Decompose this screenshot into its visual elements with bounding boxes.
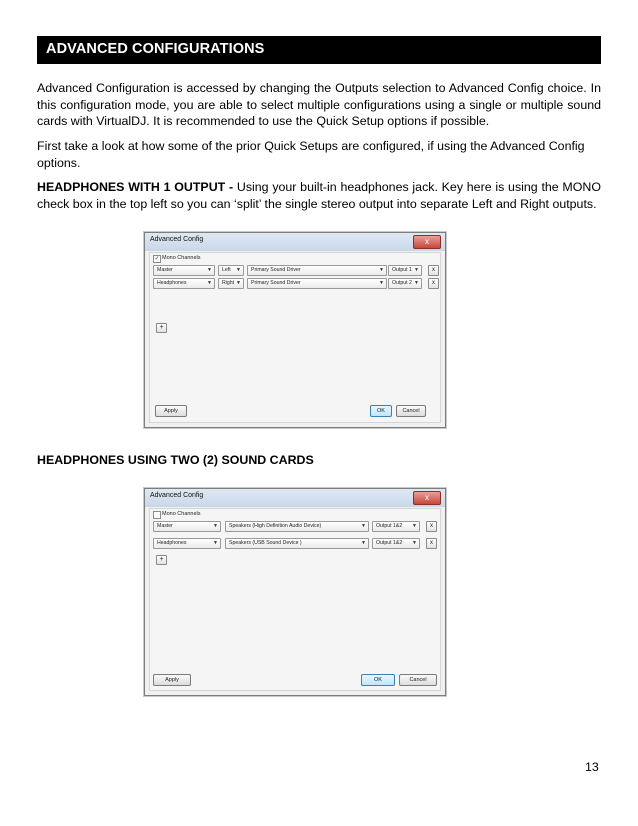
chevron-down-icon: ▼ — [207, 267, 212, 273]
side-select[interactable]: Left ▼ — [218, 265, 244, 276]
channel-select[interactable]: Headphones ▼ — [153, 278, 215, 289]
headphones-one-output-heading: HEADPHONES WITH 1 OUTPUT - — [37, 180, 234, 194]
add-row-button[interactable]: + — [156, 323, 167, 333]
close-icon[interactable]: x — [413, 235, 441, 249]
dialog-titlebar — [145, 233, 445, 251]
remove-row-button[interactable]: x — [428, 265, 439, 276]
chevron-down-icon: ▼ — [412, 540, 417, 546]
device-select[interactable]: Primary Sound Driver ▼ — [247, 278, 387, 289]
mono-channels-label: Mono Channels — [162, 511, 201, 517]
mono-channels-checkbox[interactable]: ✓ — [154, 256, 160, 262]
apply-button[interactable]: Apply — [155, 405, 187, 417]
chevron-down-icon: ▼ — [361, 540, 366, 546]
chevron-down-icon: ▼ — [213, 523, 218, 529]
chevron-down-icon: ▼ — [379, 280, 384, 286]
chevron-down-icon: ▼ — [236, 267, 241, 273]
add-row-button[interactable]: + — [156, 555, 167, 565]
chevron-down-icon: ▼ — [213, 540, 218, 546]
chevron-down-icon: ▼ — [236, 280, 241, 286]
device-select[interactable]: Primary Sound Driver ▼ — [247, 265, 387, 276]
channel-select[interactable]: Master ▼ — [153, 521, 221, 532]
section-header-bar — [37, 36, 601, 64]
advanced-config-dialog-1 — [144, 232, 446, 428]
section-title: ADVANCED CONFIGURATIONS — [46, 41, 265, 57]
close-icon[interactable]: x — [413, 491, 441, 505]
dialog-title: Advanced Config — [150, 236, 204, 243]
page-number: 13 — [585, 760, 599, 774]
chevron-down-icon: ▼ — [414, 280, 419, 286]
remove-row-button[interactable]: x — [426, 538, 437, 549]
chevron-down-icon: ▼ — [379, 267, 384, 273]
remove-row-button[interactable]: x — [428, 278, 439, 289]
headphones-two-cards-heading: HEADPHONES USING TWO (2) SOUND CARDS — [37, 453, 314, 467]
chevron-down-icon: ▼ — [207, 280, 212, 286]
remove-row-button[interactable]: x — [426, 521, 437, 532]
cancel-button[interactable]: Cancel — [399, 674, 437, 686]
dialog-body — [149, 252, 441, 423]
ok-button[interactable]: OK — [361, 674, 395, 686]
dialog-titlebar — [145, 489, 445, 507]
output-select[interactable]: Output 2 ▼ — [388, 278, 422, 289]
device-select[interactable]: Speakers (USB Sound Device ) ▼ — [225, 538, 369, 549]
intro-paragraph: Advanced Configuration is accessed by changing the Outputs selection to Advanced Config choice. In this configuration mode, you are able to select multiple configurations using a single or multiple sound cards with VirtualDJ. It is recommended to use the Quick Setup options if possible. — [37, 81, 601, 128]
output-select[interactable]: Output 1 ▼ — [388, 265, 422, 276]
dialog-body — [149, 508, 441, 691]
mono-channels-label: Mono Channels — [162, 255, 201, 261]
advanced-config-dialog-2 — [144, 488, 446, 696]
headphones-one-output-text: Using your built-in headphones jack. Key here is using the MONO check box in the top left so you can ‘split’ the single stereo output into separate Left and Right outputs. — [37, 180, 601, 211]
output-select[interactable]: Output 1&2 ▼ — [372, 538, 420, 549]
mono-channels-checkbox[interactable] — [153, 511, 161, 519]
dialog-title: Advanced Config — [150, 492, 204, 499]
chevron-down-icon: ▼ — [361, 523, 366, 529]
channel-select[interactable]: Headphones ▼ — [153, 538, 221, 549]
ok-button[interactable]: OK — [370, 405, 392, 417]
chevron-down-icon: ▼ — [414, 267, 419, 273]
output-select[interactable]: Output 1&2 ▼ — [372, 521, 420, 532]
apply-button[interactable]: Apply — [153, 674, 191, 686]
quick-setups-paragraph: First take a look at how some of the prior Quick Setups are configured, if using the Advanced Config options. — [37, 139, 585, 170]
headphones-one-output-paragraph — [37, 179, 601, 212]
side-select[interactable]: Right ▼ — [218, 278, 244, 289]
device-select[interactable]: Speakers (High Definition Audio Device) ▼ — [225, 521, 369, 532]
channel-select[interactable]: Master ▼ — [153, 265, 215, 276]
chevron-down-icon: ▼ — [412, 523, 417, 529]
cancel-button[interactable]: Cancel — [396, 405, 426, 417]
